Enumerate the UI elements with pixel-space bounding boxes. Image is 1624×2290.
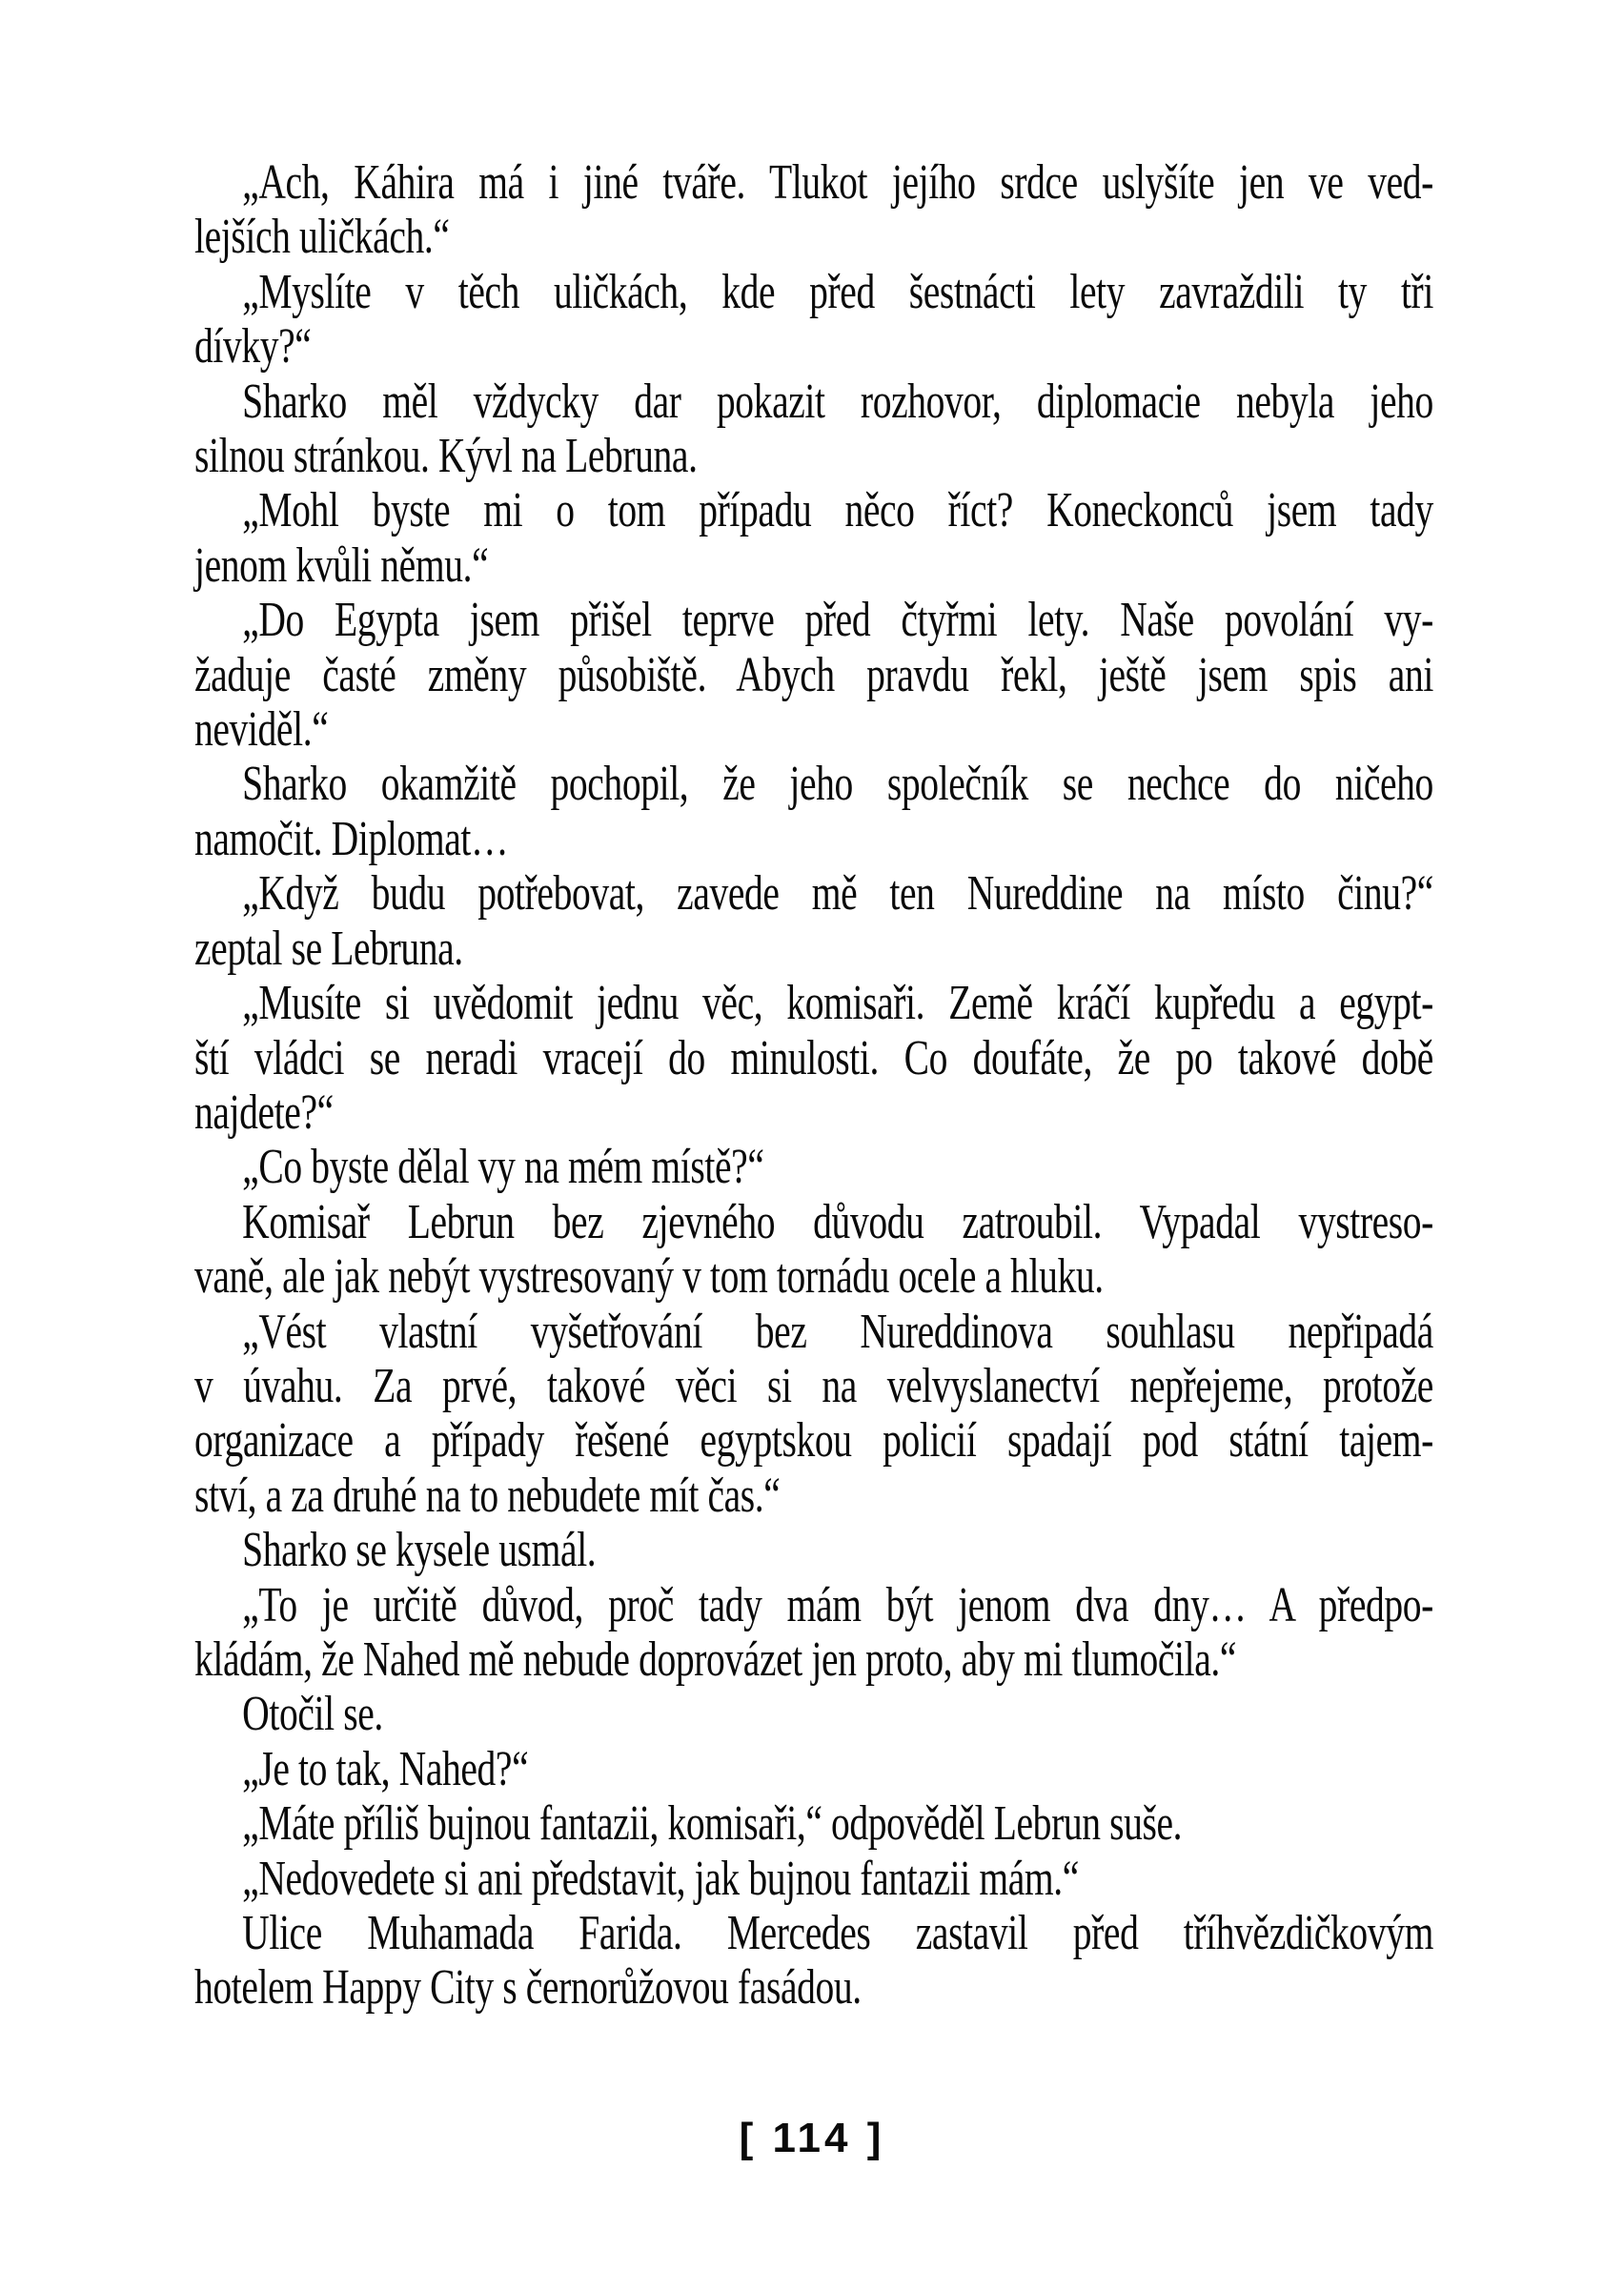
text-line: „Ach, Káhira má i jiné tváře. Tlukot jejího srdce uslyšíte jen ve ved- [242, 155, 1433, 210]
text-line: Sharko okamžitě pochopil, že jeho společník se nechce do ničeho [242, 757, 1433, 812]
text-line: silnou stránkou. Kývl na Lebruna. [194, 429, 698, 484]
text-line: ští vládci se neradi vracejí do minulosti. Co doufáte, že po takové době [194, 1030, 1433, 1085]
text-line: zeptal se Lebruna. [194, 921, 463, 976]
text-line: „Musíte si uvědomit jednu věc, komisaři. Země kráčí kupředu a egypt- [242, 976, 1433, 1031]
text-line: ství, a za druhé na to nebudete mít čas.“ [194, 1468, 781, 1523]
text-line: žaduje časté změny působiště. Abych pravdu řekl, ještě jsem spis ani [194, 647, 1433, 702]
page-number: [ 114 ] [739, 2115, 885, 2161]
text-line: „Když budu potřebovat, zavede mě ten Nureddine na místo činu?“ [242, 866, 1433, 922]
text-line: lejších uličkách.“ [194, 210, 450, 265]
text-line: neviděl.“ [194, 702, 329, 758]
text-line: Otočil se. [242, 1687, 383, 1742]
text-line: najdete?“ [194, 1084, 334, 1140]
text-line: Sharko měl vždycky dar pokazit rozhovor, diplomacie nebyla jeho [242, 374, 1433, 429]
text-line: kládám, že Nahed mě nebude doprovázet jen proto, aby mi tlumočila.“ [194, 1631, 1237, 1687]
text-line: vaně, ale jak nebýt vystresovaný v tom tornádu ocele a hluku. [194, 1249, 1104, 1305]
text-line: jenom kvůli němu.“ [194, 537, 489, 593]
text-line: hotelem Happy City s černorůžovou fasádou. [194, 1960, 862, 2016]
text-line: Ulice Muhamada Farida. Mercedes zastavil před tříhvězdičkovým [242, 1906, 1433, 1960]
text-line: v úvahu. Za prvé, takové věci si na velvyslanectví nepřejeme, protože [194, 1358, 1433, 1413]
text-line: „Myslíte v těch uličkách, kde před šestnácti lety zavraždili ty tři [242, 264, 1433, 319]
text-line: „Do Egypta jsem přišel teprve před čtyřmi lety. Naše povolání vy- [242, 593, 1433, 648]
text-line: „Nedovedete si ani představit, jak bujnou fantazii mám.“ [242, 1851, 1079, 1906]
text-line: dívky?“ [194, 319, 312, 375]
page-text [194, 155, 1433, 2016]
text-line: Komisař Lebrun bez zjevného důvodu zatroubil. Vypadal vystreso- [242, 1194, 1433, 1249]
text-line: namočit. Diplomat… [194, 811, 509, 866]
text-line: „Vést vlastní vyšetřování bez Nureddinova souhlasu nepřipadá [242, 1304, 1433, 1359]
text-line: Sharko se kysele usmál. [242, 1523, 597, 1578]
text-line: „Mohl byste mi o tom případu něco říct? Koneckonců jsem tady [242, 483, 1433, 538]
text-line: organizace a případy řešené egyptskou policií spadají pod státní tajem- [194, 1413, 1433, 1469]
text-line: „Co byste dělal vy na mém místě?“ [242, 1140, 764, 1195]
text-line: „To je určitě důvod, proč tady mám být jenom dva dny… A předpo- [242, 1577, 1433, 1632]
text-line: „Je to tak, Nahed?“ [242, 1741, 529, 1796]
text-line: „Máte příliš bujnou fantazii, komisaři,“ odpověděl Lebrun suše. [242, 1796, 1183, 1852]
